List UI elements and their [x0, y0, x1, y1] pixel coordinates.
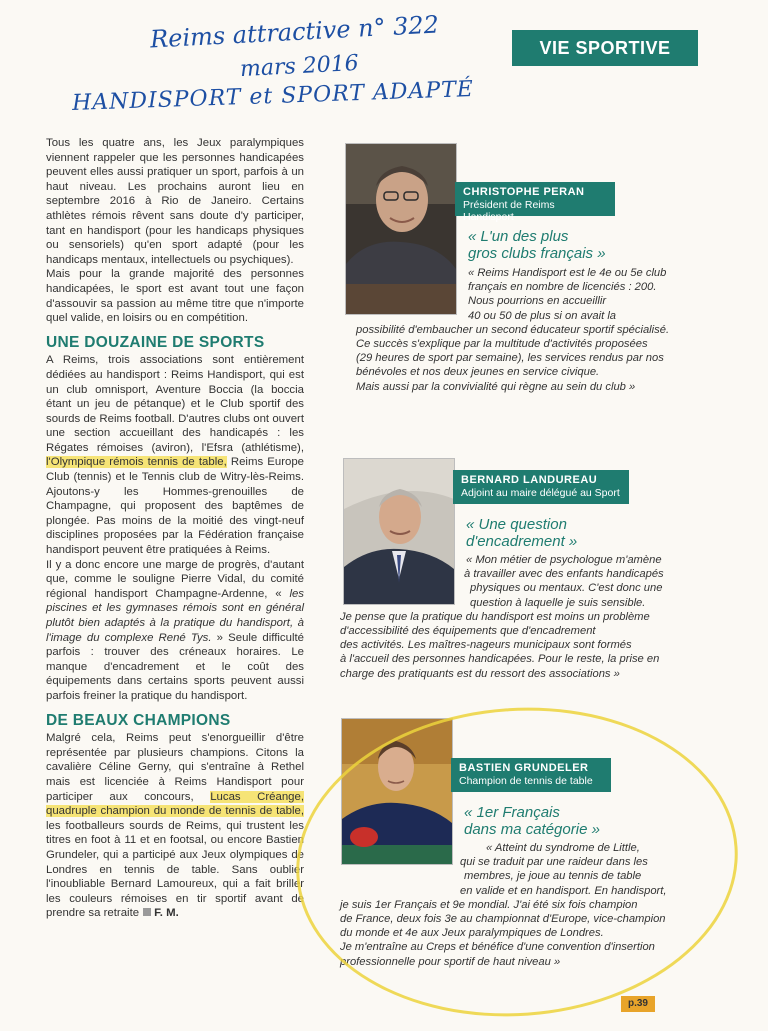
namebox-bernard-landureau: [453, 470, 629, 504]
profile-role: Champion de tennis de table: [459, 775, 593, 787]
article-intro: Tous les quatre ans, les Jeux paralympiques viennent rappeler que les personnes handicapées peuvent elles aussi pratiquer un sport, parfois à un haut niveau. Les prochains auront lieu en septembre 2016 à Rio de Janeiro. Certains athlètes rémois rêvent sans doute d'y participer, tant en handisport (pour les handicaps physiques ou sensoriels) qu'en sport adapté (pour les handicaps mentaux, intellectuels ou psychiques).: [46, 137, 304, 266]
article-champions-paragraph: Malgré cela, Reims peut s'enorgueillir d'être représentée par plusieurs champions. Citons la cavalière Céline Gerny, qui s'entraîne à Rethel mais est licenciée à Reims Handisport pour participer aux concours, Lucas Créange, quadruple champion du monde de tennis de table, les footballeurs sourds de Reims, qui trustent les titres en foot à 11 et en footsal, ou encore Bastien Grundeler, qui a participé aux Jeux olympiques de Londres en tennis de table. Sans oublier l'inoubliable Bernard Lamoureux, qui a fait briller les couleurs rémoises en tir sportif avant de prendre sa retraite F. M.: [46, 732, 305, 920]
article-sports-paragraph: A Reims, trois associations sont entièrement dédiées au handisport : Reims Handisport, qui est un club omnisport, Aventure Boccia (la boccia étant un jeu de pétanque) et le Club sportif des sourds de Reims football. D'autres clubs ont ouvert une section accueillant des handicapés : les Régates rémoises (aviron), l'Efsra (athlétisme), l'Olympique rémois tennis de table, Reims Europe Club (tennis) et le Tennis club de Witry-lès-Reims. Ajoutons-y les Hommes-grenouilles de Champagne, qui proposent des baptêmes de plongée. Pas moins de la moitié des vingt-neuf disciplines proposées par la Fédération française handisport peuvent être pratiquées à Reims.: [46, 354, 305, 557]
quote-body-landureau: « Mon métier de psychologue m'amène à travailler avec des enfants handicapés physiques ou mentaux. C'est donc une question à laquelle je suis sensible. Je pense que la pratique du handisport est moins un problème d'accessibilité des équipements que d'encadrement des activités. Les maîtres-nageurs municipaux sont formés à l'accueil des personnes handicapées. Pour le reste, la prise en charge des pratiquants est du ressort des associations »: [340, 554, 664, 680]
handwritten-note-title: Reims attractive n° 322: [149, 10, 440, 54]
profile-role: Adjoint au maire délégué au Sport: [461, 487, 620, 499]
highlighted-text-club: l'Olympique rémois tennis de table,: [46, 456, 227, 469]
article-column: [46, 136, 304, 921]
handwritten-note-topic: HANDISPORT et SPORT ADAPTÉ: [71, 76, 475, 117]
profile-role: Président de Reims Handisport: [463, 199, 555, 223]
author-signature: F. M.: [154, 907, 179, 920]
handwritten-note-date: mars 2016: [239, 50, 360, 83]
highlighted-text-champion: Lucas Créange, quadruple champion du monde de tennis de table,: [46, 790, 305, 818]
article-intro-2: Mais pour la grande majorité des personnes handicapées, le sport est avant tout une façon d'assouvir sa passion au même titre que n'importe quel valide, en loisirs ou en compétition.: [46, 268, 304, 325]
page-number: p.39: [621, 996, 655, 1012]
profile-name: BERNARD LANDUREAU: [461, 474, 598, 486]
section-tag: VIE SPORTIVE: [512, 30, 698, 66]
profile-name: CHRISTOPHE PERAN: [463, 186, 585, 198]
end-mark-icon: [143, 908, 151, 916]
quote-title-grundeler: « 1er Français dans ma catégorie »: [464, 804, 600, 838]
heading-sports: UNE DOUZAINE DE SPORTS: [46, 333, 265, 351]
quote-title-landureau: « Une question d'encadrement »: [466, 516, 578, 550]
profile-name: BASTIEN GRUNDELER: [459, 762, 589, 774]
quote-title-peran: « L'un des plus gros clubs français »: [468, 228, 606, 262]
quote-body-grundeler: « Atteint du syndrome de Little, qui se traduit par une raideur dans les membres, je joue au tennis de table en valide et en handisport. En handisport, je suis 1er Français et 9e mondial. J'ai été six fois champion de France, deux fois 3e au championnat d'Europe, vice-champion du monde et 4e aux Jeux paralympiques de Londres. Je m'entraîne au Creps et bénéfice d'une convention d'insertion professionnelle pour sportif de haut niveau »: [340, 842, 667, 968]
quote-body-peran: « Reims Handisport est le 4e ou 5e club français en nombre de licenciés : 200. Nous pourrions en accueillir 40 ou 50 de plus si on avait la possibilité d'embaucher un second éducateur sportif spécialisé. Ce succès s'explique par la multitude d'activités proposées (29 heures de sport par semaine), les services rendus par nos bénévoles et nos deux jeunes en service civique. Mais aussi par la convivialité qui règne au sein du club »: [356, 267, 670, 393]
article-progress-paragraph: Il y a donc encore une marge de progrès, d'autant que, comme le souligne Pierre Vidal, du comité régional handisport Champagne-Ardenne, « les piscines et les gymnases rémois sont en général plutôt bien adaptés à la pratique du handisport, à l'image du complexe René Tys. » Seule difficulté parfois : trouver des créneaux horaires. Le manque d'encadrement et le coût des équipements dans certains sports peuvent aussi parfois freiner la pratique du handisport.: [46, 558, 304, 702]
heading-champions: DE BEAUX CHAMPIONS: [46, 711, 231, 729]
namebox-christophe-peran: [455, 182, 615, 223]
